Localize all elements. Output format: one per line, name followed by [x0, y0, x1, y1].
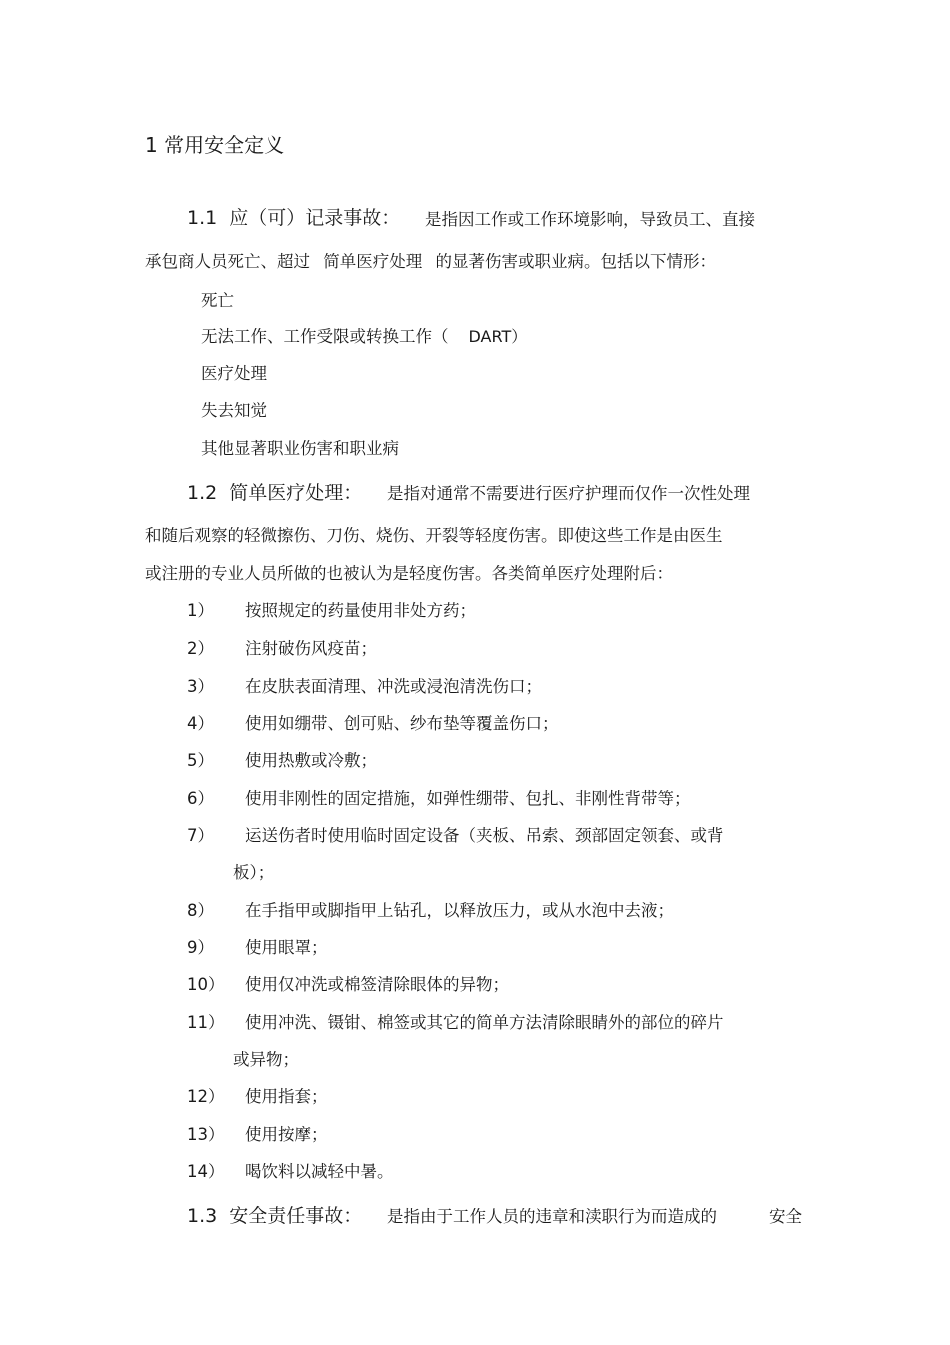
- item-number: 4）: [187, 714, 214, 733]
- numbered-item: [187, 673, 542, 697]
- text-fragment: 简单医疗处理: [323, 252, 423, 271]
- section-term: 简单医疗处理：: [229, 482, 363, 504]
- item-number: 12）: [187, 1087, 225, 1106]
- numbered-item: [187, 1158, 394, 1182]
- list-item: 其他显著职业伤害和职业病: [201, 439, 399, 458]
- item-number: 7）: [187, 826, 214, 845]
- numbered-item: [187, 971, 509, 995]
- section-1-1-heading: [187, 203, 400, 230]
- numbered-item: [187, 1121, 328, 1145]
- section-1-3-def: 是指由于工作人员的违章和渎职行为而造成的: [387, 1207, 717, 1226]
- section-number: 1.2: [187, 482, 218, 504]
- item-number: 14）: [187, 1162, 225, 1181]
- list-item: 失去知觉: [201, 401, 267, 420]
- item-text: 使用冲洗、镊钳、棉签或其它的简单方法清除眼睛外的部位的碎片: [245, 1013, 724, 1032]
- item-number: 5）: [187, 751, 214, 770]
- section-1-2-def-line3: 或注册的专业人员所做的也被认为是轻度伤害。各类简单医疗处理附后：: [145, 564, 673, 583]
- list-item: 死亡: [201, 291, 234, 310]
- item-text: 使用指套；: [245, 1087, 328, 1106]
- section-1-1-def-line1: 是指因工作或工作环境影响，导致员工、直接: [425, 210, 755, 229]
- item-text: 使用仅冲洗或棉签清除眼体的异物；: [245, 975, 509, 994]
- numbered-item: [187, 1009, 724, 1033]
- numbered-item-continuation: 或异物；: [233, 1050, 299, 1069]
- numbered-item: [187, 597, 476, 621]
- item-text: 使用如绷带、创可贴、纱布垫等覆盖伤口；: [245, 714, 559, 733]
- text-fragment: 承包商人员死亡、超过: [145, 252, 310, 271]
- section-1-2-heading: [187, 478, 362, 505]
- item-number: 8）: [187, 901, 214, 920]
- item-number: 11）: [187, 1013, 225, 1032]
- section-1-1-def-line2: [145, 248, 716, 272]
- item-text: 喝饮料以减轻中暑。: [245, 1162, 394, 1181]
- item-text: 在手指甲或脚指甲上钻孔，以释放压力，或从水泡中去液；: [245, 901, 674, 920]
- item-text: 使用非刚性的固定措施，如弹性绷带、包扎、非刚性背带等；: [245, 789, 691, 808]
- numbered-item: [187, 747, 377, 771]
- numbered-item-continuation: 板）；: [233, 863, 275, 882]
- section-1-3-def-tail: 安全: [769, 1207, 802, 1226]
- item-number: 2）: [187, 639, 214, 658]
- list-item-text: 无法工作、工作受限或转换工作（: [201, 327, 449, 346]
- item-text: 注射破伤风疫苗；: [245, 639, 377, 658]
- item-text: 使用眼罩；: [245, 938, 328, 957]
- list-item: 医疗处理: [201, 364, 267, 383]
- numbered-item: [187, 785, 691, 809]
- item-text: 使用按摩；: [245, 1125, 328, 1144]
- section-term: 应（可）记录事故：: [229, 207, 401, 229]
- item-text: 使用热敷或冷敷；: [245, 751, 377, 770]
- text-fragment: 的显著伤害或职业病。包括以下情形：: [435, 252, 716, 271]
- section-1-3-heading: [187, 1201, 362, 1228]
- numbered-item: [187, 897, 674, 921]
- section-1-2-def-line2: 和随后观察的轻微擦伤、刀伤、烧伤、开裂等轻度伤害。即使这些工作是由医生: [145, 526, 723, 545]
- page-title: 1 常用安全定义: [145, 133, 285, 157]
- abbrev-dart: DART）: [468, 327, 528, 346]
- list-item: [201, 323, 527, 347]
- section-number: 1.3: [187, 1205, 218, 1227]
- item-text: 在皮肤表面清理、冲洗或浸泡清洗伤口；: [245, 677, 542, 696]
- item-number: 13）: [187, 1125, 225, 1144]
- numbered-item: [187, 710, 559, 734]
- item-number: 6）: [187, 789, 214, 808]
- item-number: 1）: [187, 601, 214, 620]
- item-text: 按照规定的药量使用非处方药；: [245, 601, 476, 620]
- numbered-item: [187, 822, 724, 846]
- numbered-item: [187, 934, 328, 958]
- numbered-item: [187, 1083, 328, 1107]
- numbered-item: [187, 635, 377, 659]
- section-1-2-def-line1: 是指对通常不需要进行医疗护理而仅作一次性处理: [387, 484, 750, 503]
- item-number: 10）: [187, 975, 225, 994]
- section-number: 1.1: [187, 207, 218, 229]
- item-number: 3）: [187, 677, 214, 696]
- section-term: 安全责任事故：: [229, 1205, 363, 1227]
- item-text: 运送伤者时使用临时固定设备（夹板、吊索、颈部固定领套、或背: [245, 826, 724, 845]
- item-number: 9）: [187, 938, 214, 957]
